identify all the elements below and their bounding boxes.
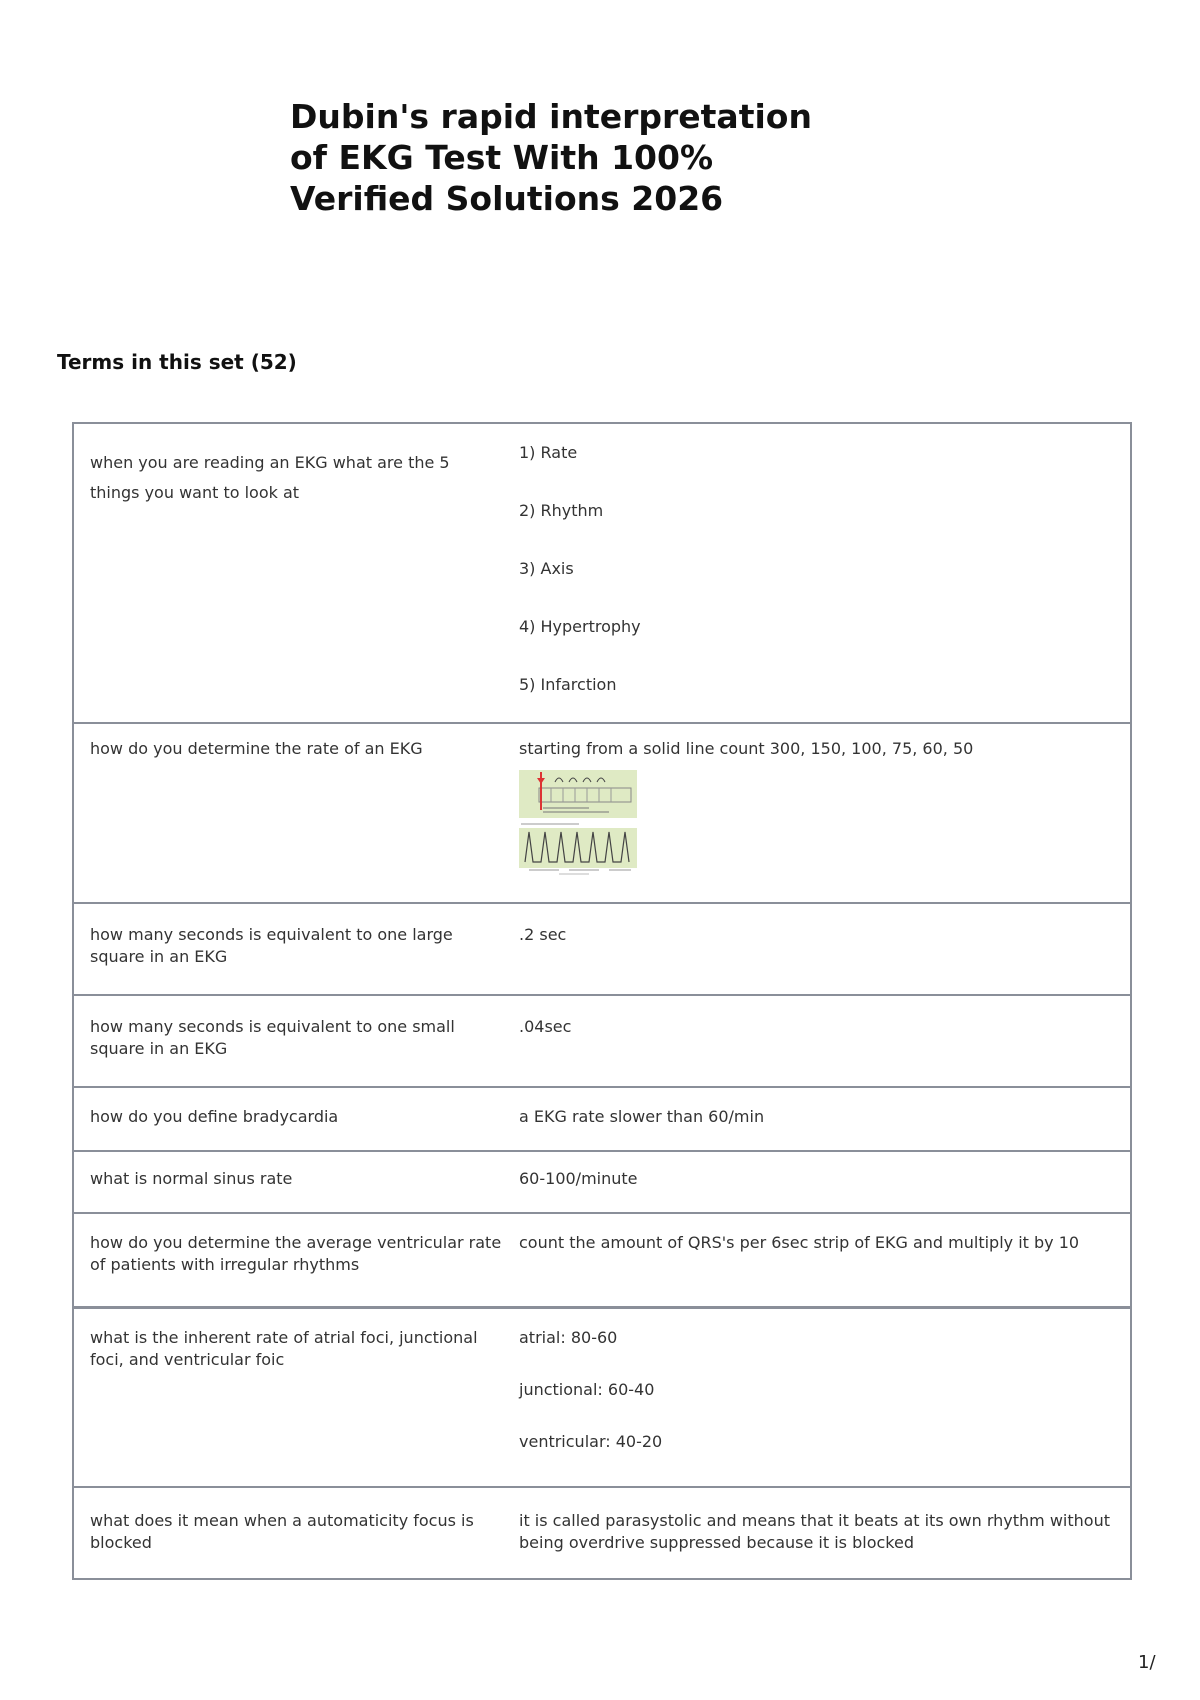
definition-cell	[519, 724, 1130, 902]
definition-cell: .2 sec	[519, 925, 567, 944]
table-row	[74, 902, 1130, 994]
definition-item: atrial: 80-60	[519, 1328, 618, 1347]
table-row	[74, 1150, 1130, 1212]
definition-item: junctional: 60-40	[519, 1380, 655, 1399]
definition-cell: a EKG rate slower than 60/min	[519, 1107, 765, 1126]
title-line: of EKG Test With 100%	[290, 138, 714, 177]
table-row	[74, 994, 1130, 1086]
table-row	[74, 722, 1130, 902]
definition-cell	[519, 424, 1130, 722]
table-row	[74, 1306, 1130, 1486]
table-row	[74, 1486, 1130, 1578]
definition-item: 2) Rhythm	[519, 501, 604, 520]
term-cell: when you are reading an EKG what are the 5 things you want to look at	[90, 453, 450, 502]
title-line: Dubin's rapid interpretation	[290, 97, 812, 136]
definition-cell	[519, 1309, 1130, 1486]
ekg-rate-diagram-icon	[519, 770, 637, 878]
page-number: 1/	[1138, 1652, 1156, 1673]
table-row	[74, 1086, 1130, 1150]
terms-heading: Terms in this set (52)	[57, 350, 297, 374]
terms-table	[72, 422, 1132, 1580]
definition-cell: .04sec	[519, 1017, 572, 1036]
definition-item: ventricular: 40-20	[519, 1432, 663, 1451]
definition-cell: count the amount of QRS's per 6sec strip of EKG and multiply it by 10	[519, 1233, 1080, 1252]
title-line: Verified Solutions 2026	[290, 179, 724, 218]
term-cell: how many seconds is equivalent to one large square in an EKG	[90, 925, 453, 966]
table-row	[74, 424, 1130, 722]
term-cell: how do you determine the rate of an EKG	[90, 739, 423, 758]
term-cell: what is normal sinus rate	[90, 1169, 293, 1188]
table-row	[74, 1212, 1130, 1306]
term-cell: what does it mean when a automaticity focus is blocked	[90, 1511, 474, 1552]
definition-cell: 60-100/minute	[519, 1169, 638, 1188]
term-cell: how many seconds is equivalent to one small square in an EKG	[90, 1017, 455, 1058]
term-cell: what is the inherent rate of atrial foci, junctional foci, and ventricular foic	[90, 1328, 478, 1369]
definition-cell: it is called parasystolic and means that it beats at its own rhythm without being overdrive suppressed because it is blocked	[519, 1511, 1110, 1552]
definition-text: starting from a solid line count 300, 150, 100, 75, 60, 50	[519, 739, 974, 758]
definition-item: 3) Axis	[519, 559, 574, 578]
definition-item: 1) Rate	[519, 443, 578, 462]
term-cell: how do you determine the average ventricular rate of patients with irregular rhythms	[90, 1233, 502, 1274]
definition-item: 4) Hypertrophy	[519, 617, 641, 636]
document-title	[290, 96, 890, 219]
term-cell: how do you define bradycardia	[90, 1107, 339, 1126]
definition-item: 5) Infarction	[519, 675, 617, 694]
